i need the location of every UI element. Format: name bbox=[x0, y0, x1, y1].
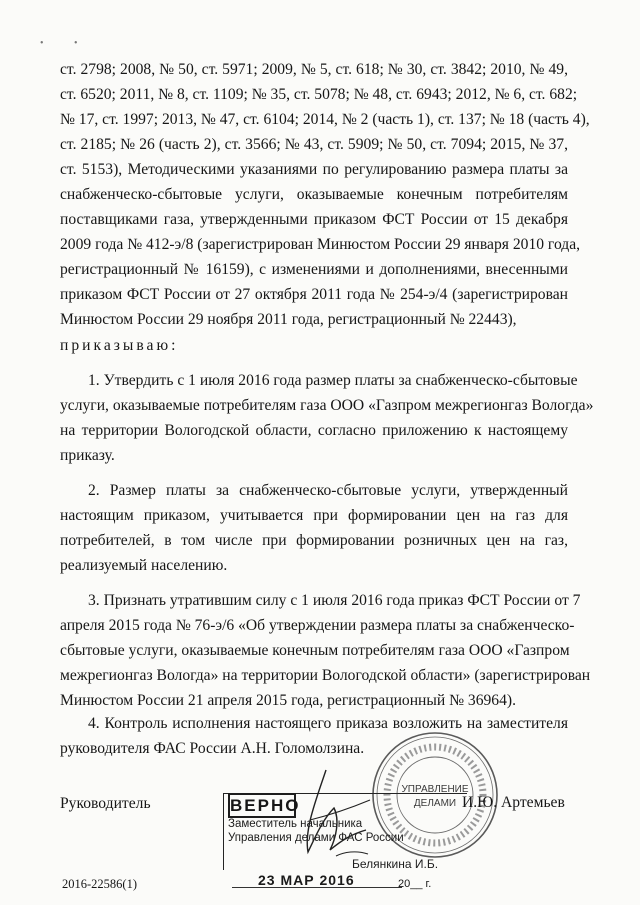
item-2-line: 2. Размер платы за снабженческо-сбытовые услуги, утвержденный bbox=[88, 482, 568, 499]
item-1-line: приказу. bbox=[60, 447, 115, 464]
item-3-line: апреля 2015 года № 76-э/6 «Об утверждении размера платы за снабженческо- bbox=[60, 617, 575, 634]
item-4-line: 4. Контроль исполнения настоящего приказа возложить на заместителя bbox=[88, 715, 568, 732]
date-stamp: 23 МАР 2016 bbox=[258, 872, 355, 888]
document-number: 2016-22586(1) bbox=[62, 877, 137, 891]
scan-marks: • • bbox=[40, 38, 92, 49]
text-line: приказом ФСТ России от 27 октября 2011 года № 254-э/4 (зарегистрирован bbox=[60, 286, 568, 303]
text-line: № 17, ст. 1997; 2013, № 47, ст. 6104; 2014, № 2 (часть 1), ст. 137; № 18 (часть 4), bbox=[60, 111, 590, 128]
text-line: 2009 года № 412-э/8 (зарегистрирован Минюстом России 29 января 2010 года, bbox=[60, 236, 581, 253]
item-3-line: сбытовые услуги, оказываемые конечным потребителям газа ООО «Газпром bbox=[60, 642, 570, 659]
item-4-line: руководителя ФАС России А.Н. Голомолзина. bbox=[60, 740, 365, 757]
text-line: ст. 5153), Методическими указаниями по регулированию размера платы за bbox=[60, 161, 568, 178]
item-1-line: услуги, оказываемые потребителям газа ООО «Газпром межрегионгаз Вологда» bbox=[60, 397, 594, 414]
signatory-position: Руководитель bbox=[60, 795, 151, 812]
item-3-line: Минюстом России 21 апреля 2015 года, регистрационный № 36964). bbox=[60, 692, 516, 709]
item-3-line: межрегионгаз Вологда» на территории Вологодской области» (зарегистрирован bbox=[60, 667, 591, 684]
date-underline bbox=[232, 887, 402, 888]
stamp-line-1: Заместитель начальника bbox=[228, 818, 363, 830]
seal-center-text-2: ДЕЛАМИ bbox=[413, 798, 457, 809]
text-line: ст. 2185; № 26 (часть 2), ст. 3566; № 43, ст. 5909; № 50, ст. 7094; 2015, № 37, bbox=[60, 136, 568, 153]
signature-icon bbox=[296, 760, 376, 870]
text-line: ст. 6520; 2011, № 8, ст. 1109; № 35, ст. 5078; № 48, ст. 6943; 2012, № 6, ст. 682; bbox=[60, 86, 578, 103]
item-2-line: потребителей, в том числе при формировании розничных цен на газ, bbox=[60, 532, 568, 549]
seal-center-text-1: УПРАВЛЕНИЕ bbox=[401, 784, 469, 795]
text-line: снабженческо-сбытовые услуги, оказываемые конечным потребителям bbox=[60, 186, 568, 203]
order-word: приказываю: bbox=[60, 337, 179, 354]
verno-stamp: ВЕРНО bbox=[228, 793, 296, 818]
stamp-signer-name: Белянкина И.Б. bbox=[352, 857, 439, 871]
text-line: регистрационный № 16159), с изменениями и дополнениями, внесенными bbox=[60, 261, 568, 278]
stamp-line-2: Управления делами ФАС России bbox=[228, 832, 404, 844]
item-2-line: реализуемый населению. bbox=[60, 557, 228, 574]
text-line: ст. 2798; 2008, № 50, ст. 5971; 2009, № 5, ст. 618; № 30, ст. 3842; 2010, № 49, bbox=[60, 61, 568, 78]
item-1-line: на территории Вологодской области, согласно приложению к настоящему bbox=[60, 422, 568, 439]
signatory-name: И.Ю. Артемьев bbox=[462, 794, 565, 811]
text-line: поставщиками газа, утвержденными приказом ФСТ России от 15 декабря bbox=[60, 211, 568, 228]
item-3-line: 3. Признать утратившим силу с 1 июля 2016 года приказ ФСТ России от 7 bbox=[88, 592, 581, 609]
item-1-line: 1. Утвердить с 1 июля 2016 года размер платы за снабженческо-сбытовые bbox=[88, 372, 578, 389]
date-year-suffix: 20__ г. bbox=[398, 878, 432, 890]
item-2-line: настоящим приказом, учитывается при формировании цен на газ для bbox=[60, 507, 568, 524]
text-line: Минюстом России 29 ноября 2011 года, регистрационный № 22443), bbox=[60, 311, 517, 328]
